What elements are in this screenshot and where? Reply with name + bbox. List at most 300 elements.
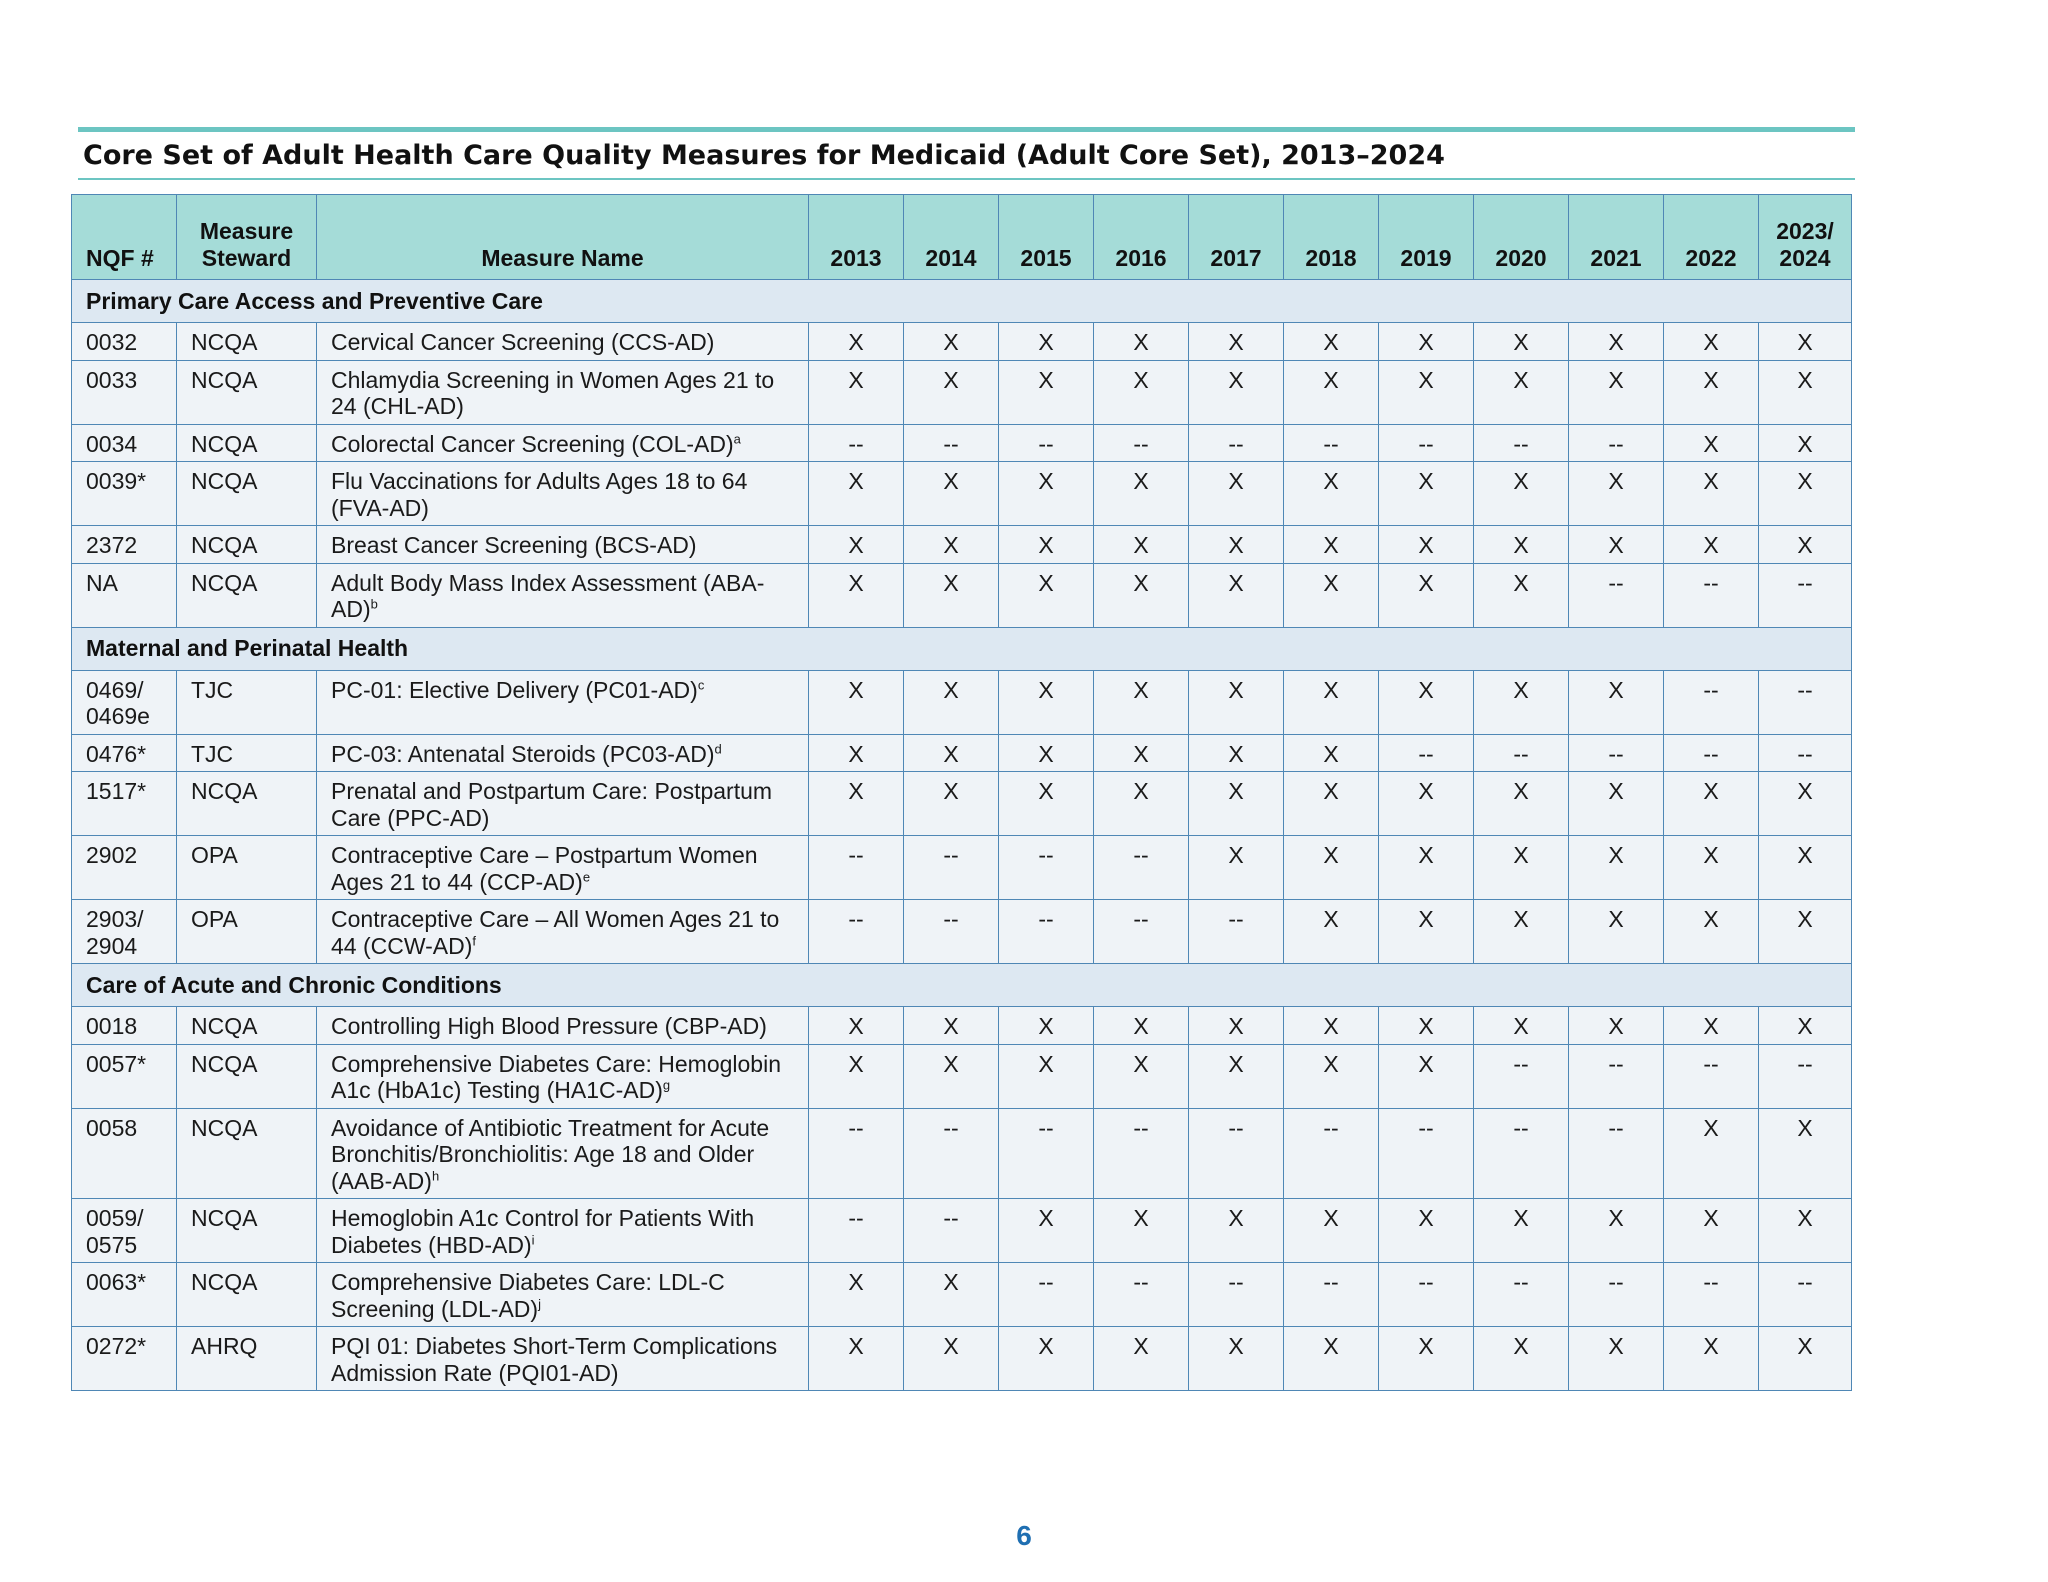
measure-name-text: Hemoglobin A1c Control for Patients With Diabetes (HBD-AD) <box>331 1205 755 1258</box>
measure-name-text: Breast Cancer Screening (BCS-AD) <box>331 532 697 558</box>
year-mark: -- <box>1094 424 1189 462</box>
year-mark: -- <box>1379 424 1474 462</box>
year-mark: X <box>1284 900 1379 964</box>
year-mark: X <box>904 670 999 734</box>
footnote-marker: a <box>733 430 741 446</box>
year-mark: X <box>809 360 904 424</box>
footnote-marker: j <box>538 1295 541 1311</box>
title-rule-top <box>78 127 1855 132</box>
year-mark: X <box>1759 1108 1852 1199</box>
year-mark: X <box>1474 1007 1569 1045</box>
year-mark: X <box>1189 1007 1284 1045</box>
year-mark: X <box>1189 1199 1284 1263</box>
year-mark: X <box>1759 462 1852 526</box>
nqf-number: 0059/ 0575 <box>72 1199 177 1263</box>
nqf-number: 0033 <box>72 360 177 424</box>
year-mark: X <box>999 323 1094 361</box>
header-nqf: NQF # <box>72 195 177 280</box>
year-mark: X <box>1474 1327 1569 1391</box>
measure-steward: TJC <box>177 734 317 772</box>
year-mark: -- <box>1569 1263 1664 1327</box>
measure-name <box>317 323 809 361</box>
year-mark: X <box>999 1007 1094 1045</box>
table-row <box>72 772 1852 836</box>
year-mark: -- <box>1664 670 1759 734</box>
year-mark: X <box>1189 526 1284 564</box>
year-mark: X <box>1379 360 1474 424</box>
year-mark: X <box>999 734 1094 772</box>
section-header-row <box>72 964 1852 1007</box>
year-mark: -- <box>904 900 999 964</box>
measure-name <box>317 1327 809 1391</box>
year-mark: X <box>809 1327 904 1391</box>
table-row <box>72 360 1852 424</box>
year-mark: -- <box>1569 1044 1664 1108</box>
year-mark: X <box>1664 836 1759 900</box>
header-year: 2015 <box>999 195 1094 280</box>
section-title: Maternal and Perinatal Health <box>72 627 1852 670</box>
nqf-number: 0272* <box>72 1327 177 1391</box>
year-mark: X <box>904 360 999 424</box>
nqf-number: 2372 <box>72 526 177 564</box>
year-mark: X <box>1569 772 1664 836</box>
year-mark: -- <box>1094 1108 1189 1199</box>
year-mark: X <box>999 670 1094 734</box>
year-mark: X <box>1759 360 1852 424</box>
measure-name <box>317 462 809 526</box>
measure-name-text: Colorectal Cancer Screening (COL-AD) <box>331 430 734 457</box>
header-year: 2022 <box>1664 195 1759 280</box>
page-number: 6 <box>1016 1520 1032 1551</box>
year-mark: X <box>1569 1199 1664 1263</box>
year-mark: X <box>1474 323 1569 361</box>
year-mark: -- <box>1094 1263 1189 1327</box>
year-mark: X <box>1569 836 1664 900</box>
year-mark: X <box>1759 424 1852 462</box>
year-mark: -- <box>1664 563 1759 627</box>
year-mark: -- <box>1474 1044 1569 1108</box>
year-mark: X <box>809 734 904 772</box>
year-mark: X <box>1379 772 1474 836</box>
measure-name <box>317 1007 809 1045</box>
year-mark: X <box>1759 836 1852 900</box>
measure-name <box>317 900 809 964</box>
year-mark: X <box>1664 1199 1759 1263</box>
measure-steward: OPA <box>177 836 317 900</box>
measure-name-text: Prenatal and Postpartum Care: Postpartum Care (PPC-AD) <box>331 778 773 831</box>
footnote-marker: d <box>714 740 722 756</box>
year-mark: X <box>809 1044 904 1108</box>
year-mark: X <box>809 1007 904 1045</box>
year-mark: X <box>1379 670 1474 734</box>
year-mark: X <box>1094 563 1189 627</box>
year-mark: -- <box>1284 1108 1379 1199</box>
nqf-number: 2903/ 2904 <box>72 900 177 964</box>
year-mark: X <box>904 1327 999 1391</box>
year-mark: X <box>1474 526 1569 564</box>
year-mark: -- <box>1189 900 1284 964</box>
measure-steward: NCQA <box>177 772 317 836</box>
year-mark: X <box>1474 360 1569 424</box>
year-mark: X <box>1474 462 1569 526</box>
year-mark: X <box>1759 772 1852 836</box>
year-mark: -- <box>1094 900 1189 964</box>
measure-name-text: PC-01: Elective Delivery (PC01-AD) <box>331 676 698 703</box>
year-mark: X <box>1664 900 1759 964</box>
measure-steward: NCQA <box>177 1108 317 1199</box>
measure-name <box>317 526 809 564</box>
nqf-number: 1517* <box>72 772 177 836</box>
year-mark: -- <box>1379 1108 1474 1199</box>
year-mark: X <box>1474 836 1569 900</box>
year-mark: X <box>1569 323 1664 361</box>
year-mark: X <box>1664 526 1759 564</box>
year-mark: X <box>1379 1199 1474 1263</box>
year-mark: X <box>1094 360 1189 424</box>
year-mark: X <box>1379 836 1474 900</box>
year-mark: X <box>904 772 999 836</box>
year-mark: X <box>1474 772 1569 836</box>
year-mark: X <box>1284 462 1379 526</box>
year-mark: X <box>809 772 904 836</box>
year-mark: X <box>999 772 1094 836</box>
footnote-marker: f <box>472 932 477 948</box>
footnote-marker: g <box>662 1077 671 1093</box>
header-steward: Measure Steward <box>177 195 317 280</box>
year-mark: -- <box>1474 424 1569 462</box>
section-header-row <box>72 627 1852 670</box>
year-mark: -- <box>999 836 1094 900</box>
year-mark: X <box>1189 1327 1284 1391</box>
measure-name <box>317 734 809 772</box>
year-mark: X <box>1474 670 1569 734</box>
year-mark: -- <box>1569 1108 1664 1199</box>
year-mark: X <box>1759 1007 1852 1045</box>
table-row <box>72 323 1852 361</box>
header-year: 2023/ 2024 <box>1759 195 1852 280</box>
year-mark: X <box>1664 424 1759 462</box>
table-row <box>72 1108 1852 1199</box>
year-mark: -- <box>1569 563 1664 627</box>
year-mark: X <box>1284 360 1379 424</box>
year-mark: X <box>1094 1007 1189 1045</box>
year-mark: X <box>1284 1044 1379 1108</box>
year-mark: X <box>1474 900 1569 964</box>
measure-name <box>317 1108 809 1199</box>
year-mark: X <box>1189 1044 1284 1108</box>
table-row <box>72 526 1852 564</box>
year-mark: X <box>1759 323 1852 361</box>
year-mark: X <box>1474 1199 1569 1263</box>
year-mark: -- <box>1759 1263 1852 1327</box>
table-row <box>72 563 1852 627</box>
year-mark: X <box>809 670 904 734</box>
nqf-number: 0032 <box>72 323 177 361</box>
measure-name <box>317 1044 809 1108</box>
year-mark: X <box>1284 772 1379 836</box>
year-mark: -- <box>999 1263 1094 1327</box>
year-mark: X <box>1094 670 1189 734</box>
measure-name-text: Cervical Cancer Screening (CCS-AD) <box>331 329 715 355</box>
measure-name-text: PQI 01: Diabetes Short-Term Complications Admission Rate (PQI01-AD) <box>331 1333 778 1386</box>
header-year: 2013 <box>809 195 904 280</box>
year-mark: -- <box>904 836 999 900</box>
year-mark: -- <box>1379 734 1474 772</box>
table-row <box>72 1044 1852 1108</box>
year-mark: X <box>1189 734 1284 772</box>
year-mark: -- <box>1379 1263 1474 1327</box>
year-mark: X <box>1379 1327 1474 1391</box>
year-mark: -- <box>1474 1108 1569 1199</box>
year-mark: X <box>1094 1199 1189 1263</box>
measure-name-text: Contraceptive Care – Postpartum Women Ages 21 to 44 (CCP-AD) <box>331 842 758 895</box>
year-mark: X <box>999 462 1094 526</box>
header-year: 2021 <box>1569 195 1664 280</box>
year-mark: X <box>1284 1199 1379 1263</box>
year-mark: -- <box>1759 670 1852 734</box>
measure-steward: NCQA <box>177 462 317 526</box>
measure-name <box>317 563 809 627</box>
table-row <box>72 1199 1852 1263</box>
year-mark: -- <box>1284 424 1379 462</box>
year-mark: X <box>904 1263 999 1327</box>
header-year: 2016 <box>1094 195 1189 280</box>
measure-steward: NCQA <box>177 526 317 564</box>
year-mark: X <box>1379 1007 1474 1045</box>
year-mark: -- <box>809 900 904 964</box>
year-mark: X <box>1379 526 1474 564</box>
year-mark: X <box>1759 526 1852 564</box>
measure-name <box>317 1263 809 1327</box>
year-mark: X <box>1189 563 1284 627</box>
year-mark: X <box>904 734 999 772</box>
measure-steward: NCQA <box>177 1263 317 1327</box>
header-year: 2018 <box>1284 195 1379 280</box>
year-mark: -- <box>809 836 904 900</box>
table-row <box>72 734 1852 772</box>
year-mark: -- <box>999 424 1094 462</box>
measure-steward: NCQA <box>177 1044 317 1108</box>
year-mark: X <box>1569 670 1664 734</box>
year-mark: X <box>1189 772 1284 836</box>
year-mark: X <box>1094 772 1189 836</box>
year-mark: -- <box>999 1108 1094 1199</box>
year-mark: X <box>1379 1044 1474 1108</box>
footnote-marker: h <box>431 1167 440 1183</box>
year-mark: X <box>1664 1327 1759 1391</box>
year-mark: -- <box>1664 1044 1759 1108</box>
measure-steward: NCQA <box>177 424 317 462</box>
table-body <box>72 280 1852 1391</box>
year-mark: -- <box>1759 563 1852 627</box>
year-mark: X <box>1664 360 1759 424</box>
year-mark: -- <box>1569 734 1664 772</box>
year-mark: X <box>904 526 999 564</box>
header-measure-name: Measure Name <box>317 195 809 280</box>
year-mark: -- <box>904 1108 999 1199</box>
year-mark: X <box>1664 462 1759 526</box>
nqf-number: NA <box>72 563 177 627</box>
year-mark: X <box>1664 323 1759 361</box>
year-mark: X <box>1189 462 1284 526</box>
footnote-marker: c <box>697 676 705 692</box>
measure-steward: TJC <box>177 670 317 734</box>
measure-name-text: Contraceptive Care – All Women Ages 21 to 44 (CCW-AD) <box>331 906 780 959</box>
section-title: Care of Acute and Chronic Conditions <box>72 964 1852 1007</box>
nqf-number: 0034 <box>72 424 177 462</box>
table-title: Core Set of Adult Health Care Quality Measures for Medicaid (Adult Core Set), 2013–2024 <box>83 140 1445 171</box>
year-mark: -- <box>1189 1263 1284 1327</box>
measure-steward: AHRQ <box>177 1327 317 1391</box>
nqf-number: 0057* <box>72 1044 177 1108</box>
year-mark: -- <box>1759 1044 1852 1108</box>
measure-name-text: Chlamydia Screening in Women Ages 21 to 24 (CHL-AD) <box>331 366 775 419</box>
year-mark: X <box>999 360 1094 424</box>
year-mark: X <box>1664 772 1759 836</box>
measure-steward: NCQA <box>177 1199 317 1263</box>
nqf-number: 0058 <box>72 1108 177 1199</box>
table-row <box>72 1007 1852 1045</box>
measure-name <box>317 670 809 734</box>
year-mark: X <box>1759 900 1852 964</box>
year-mark: X <box>904 1044 999 1108</box>
year-mark: X <box>999 563 1094 627</box>
year-mark: X <box>1094 1327 1189 1391</box>
footnote-marker: e <box>582 868 591 884</box>
title-rule-bottom <box>78 178 1855 180</box>
measure-steward: OPA <box>177 900 317 964</box>
year-mark: -- <box>809 424 904 462</box>
year-mark: X <box>1094 462 1189 526</box>
year-mark: -- <box>1189 424 1284 462</box>
year-mark: X <box>999 526 1094 564</box>
nqf-number: 0018 <box>72 1007 177 1045</box>
header-row <box>72 195 1852 280</box>
year-mark: -- <box>1284 1263 1379 1327</box>
year-mark: X <box>1569 360 1664 424</box>
year-mark: X <box>1569 900 1664 964</box>
year-mark: X <box>904 462 999 526</box>
year-mark: -- <box>999 900 1094 964</box>
year-mark: -- <box>904 424 999 462</box>
year-mark: X <box>1189 360 1284 424</box>
year-mark: X <box>999 1199 1094 1263</box>
year-mark: -- <box>1474 1263 1569 1327</box>
table-row <box>72 900 1852 964</box>
year-mark: X <box>1379 323 1474 361</box>
measure-name <box>317 836 809 900</box>
year-mark: X <box>1474 563 1569 627</box>
year-mark: X <box>1284 836 1379 900</box>
adult-core-set-table <box>71 194 1852 1391</box>
footnote-marker: b <box>370 596 378 612</box>
measure-name-text: Adult Body Mass Index Assessment (ABA-AD) <box>331 569 765 622</box>
measure-name <box>317 424 809 462</box>
year-mark: X <box>999 1044 1094 1108</box>
measure-steward: NCQA <box>177 323 317 361</box>
table-row <box>72 836 1852 900</box>
year-mark: X <box>1569 526 1664 564</box>
year-mark: -- <box>1094 836 1189 900</box>
section-title: Primary Care Access and Preventive Care <box>72 280 1852 323</box>
measure-steward: NCQA <box>177 1007 317 1045</box>
measure-name-text: Flu Vaccinations for Adults Ages 18 to 64 (FVA-AD) <box>331 468 748 521</box>
nqf-number: 2902 <box>72 836 177 900</box>
year-mark: X <box>904 323 999 361</box>
year-mark: X <box>904 1007 999 1045</box>
year-mark: X <box>809 1263 904 1327</box>
year-mark: X <box>1284 670 1379 734</box>
year-mark: X <box>1379 462 1474 526</box>
header-year: 2019 <box>1379 195 1474 280</box>
year-mark: X <box>1094 734 1189 772</box>
section-header-row <box>72 280 1852 323</box>
year-mark: X <box>809 563 904 627</box>
header-year: 2014 <box>904 195 999 280</box>
table-row <box>72 424 1852 462</box>
year-mark: X <box>809 462 904 526</box>
footnote-marker: i <box>531 1231 535 1247</box>
year-mark: X <box>1189 323 1284 361</box>
measure-name-text: PC-03: Antenatal Steroids (PC03-AD) <box>331 740 715 767</box>
header-year: 2017 <box>1189 195 1284 280</box>
table-row <box>72 462 1852 526</box>
year-mark: -- <box>1759 734 1852 772</box>
year-mark: X <box>1569 1327 1664 1391</box>
measure-name <box>317 772 809 836</box>
nqf-number: 0063* <box>72 1263 177 1327</box>
year-mark: X <box>1284 1007 1379 1045</box>
year-mark: X <box>1284 526 1379 564</box>
year-mark: -- <box>1664 734 1759 772</box>
year-mark: X <box>1094 323 1189 361</box>
year-mark: X <box>1284 323 1379 361</box>
year-mark: X <box>904 563 999 627</box>
year-mark: X <box>1379 900 1474 964</box>
year-mark: X <box>1379 563 1474 627</box>
year-mark: -- <box>1664 1263 1759 1327</box>
year-mark: X <box>1189 836 1284 900</box>
measure-steward: NCQA <box>177 360 317 424</box>
header-year: 2020 <box>1474 195 1569 280</box>
table-row <box>72 670 1852 734</box>
year-mark: X <box>1284 1327 1379 1391</box>
table-row <box>72 1327 1852 1391</box>
year-mark: -- <box>904 1199 999 1263</box>
year-mark: X <box>1094 526 1189 564</box>
measure-name-text: Comprehensive Diabetes Care: LDL-C Screening (LDL-AD) <box>331 1269 725 1322</box>
year-mark: X <box>1284 734 1379 772</box>
year-mark: X <box>809 526 904 564</box>
year-mark: X <box>1284 563 1379 627</box>
measure-name-text: Comprehensive Diabetes Care: Hemoglobin A1c (HbA1c) Testing (HA1C-AD) <box>331 1050 782 1103</box>
year-mark: X <box>809 323 904 361</box>
year-mark: -- <box>1569 424 1664 462</box>
measure-name <box>317 1199 809 1263</box>
year-mark: X <box>1189 670 1284 734</box>
year-mark: -- <box>1474 734 1569 772</box>
nqf-number: 0476* <box>72 734 177 772</box>
year-mark: X <box>1759 1327 1852 1391</box>
measure-steward: NCQA <box>177 563 317 627</box>
year-mark: X <box>1569 1007 1664 1045</box>
measure-name-text: Controlling High Blood Pressure (CBP-AD) <box>331 1013 767 1039</box>
year-mark: -- <box>809 1108 904 1199</box>
year-mark: X <box>1094 1044 1189 1108</box>
year-mark: X <box>1664 1007 1759 1045</box>
measure-name <box>317 360 809 424</box>
year-mark: -- <box>809 1199 904 1263</box>
